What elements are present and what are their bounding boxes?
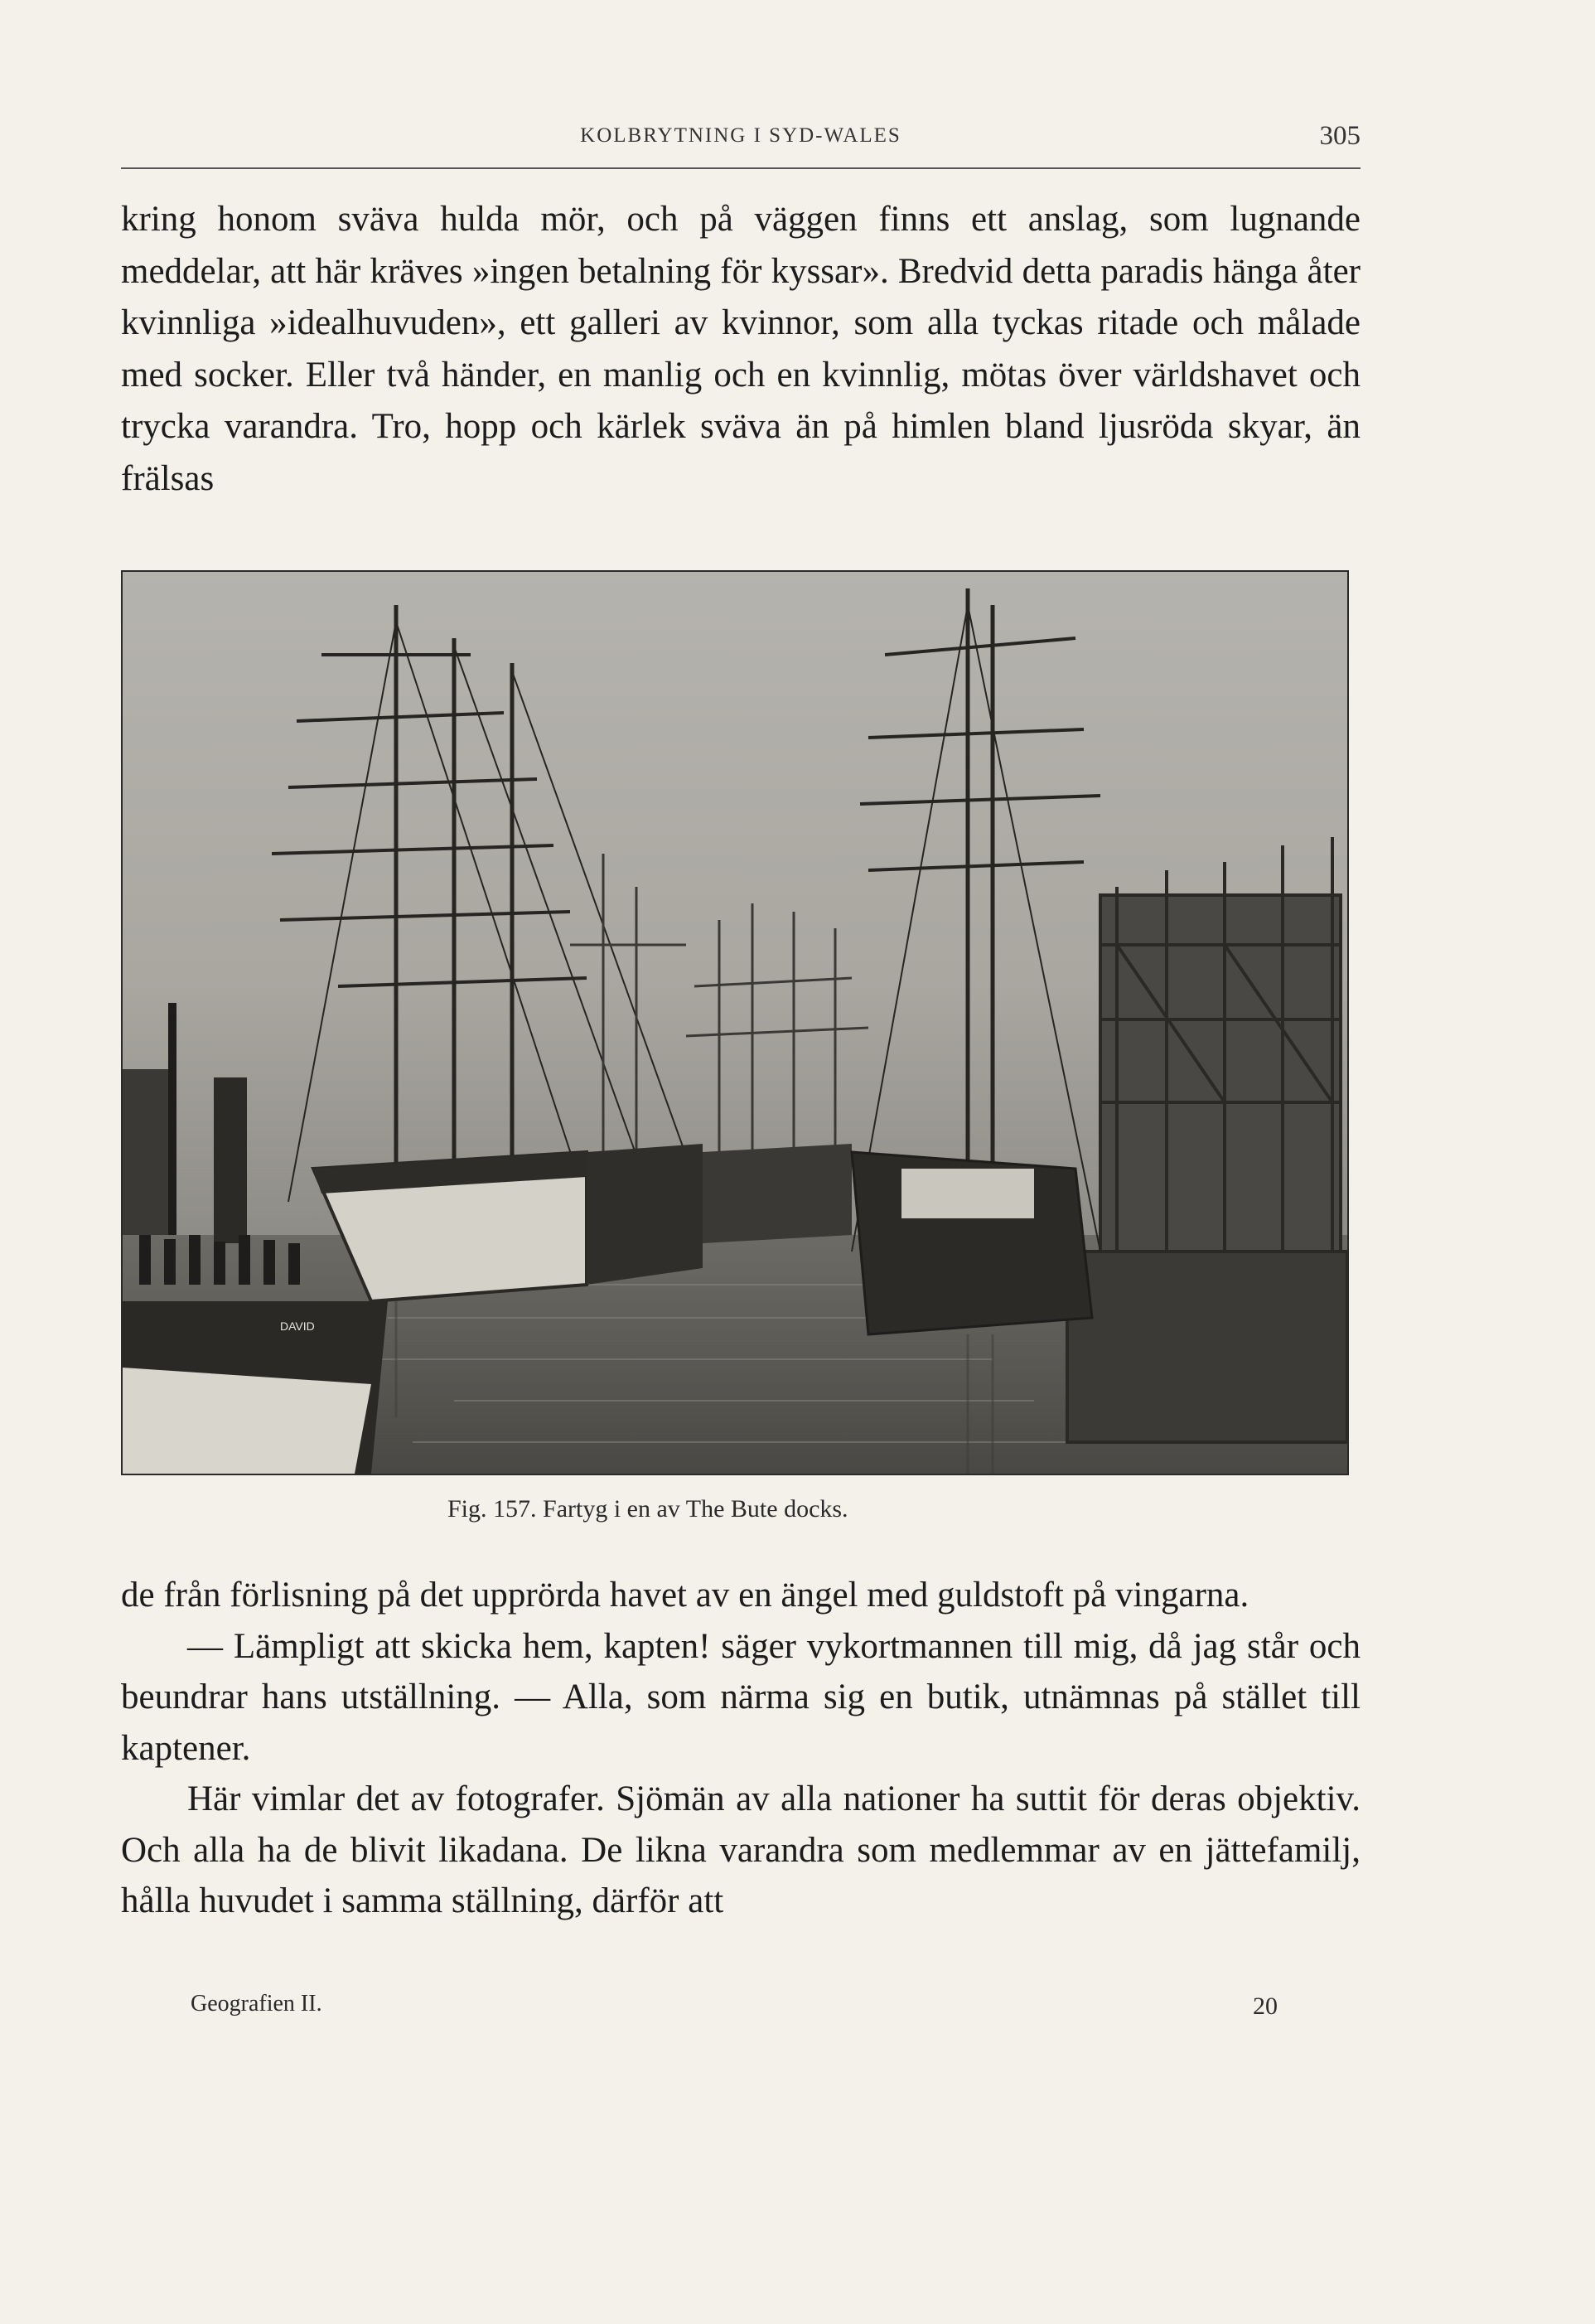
footer-signature: 20 — [1253, 1992, 1278, 2020]
bottom-text-block — [121, 1570, 1361, 1927]
top-text-block — [121, 194, 1361, 505]
figure-photo-ships-in-dock — [121, 570, 1349, 1475]
paragraph-2: — Lämpligt att skicka hem, kapten! säger vykortmannen till mig, då jag står och beundrar hans utställning. — Alla, som närma sig en butik, utnämnas på stället till kaptener. — [121, 1626, 1361, 1768]
running-head — [121, 114, 1361, 169]
paragraph-continuation: kring honom sväva hulda mör, och på väggen finns ett anslag, som lugnande meddelar, att här kräves »ingen betalning för kyssar». Bredvid detta paradis hänga åter kvinnliga »idealhuvuden», ett galleri av kvinnor, som alla tyckas ritade och målade med socker. Eller två händer, en manlig och en kvinnlig, mötas över världshavet och trycka varandra. Tro, hopp och kärlek sväva än på himlen bland ljusröda skyar, än frälsas — [121, 200, 1361, 498]
paragraph-1: de från förlisning på det upprörda havet av en ängel med guldstoft på vingarna. — [121, 1576, 1249, 1615]
footer-book-title: Geografien II. — [191, 1991, 322, 2017]
paragraph-3: Här vimlar det av fotografer. Sjömän av alla nationer ha suttit för deras objektiv. Och alla ha de blivit likadana. De likna varandra som medlemmar av en jättefamilj, hålla huvudet i samma ställning, därför att — [121, 1779, 1361, 1920]
page-number: 305 — [1319, 121, 1361, 151]
coal-staith — [1067, 837, 1347, 1442]
hull-lettering: DAVID — [280, 1319, 315, 1333]
running-title: KOLBRYTNING I SYD-WALES — [580, 124, 901, 147]
ships-photo-illustration — [123, 572, 1347, 1474]
figure-caption: Fig. 157. Fartyg i en av The Bute docks. — [447, 1495, 848, 1523]
